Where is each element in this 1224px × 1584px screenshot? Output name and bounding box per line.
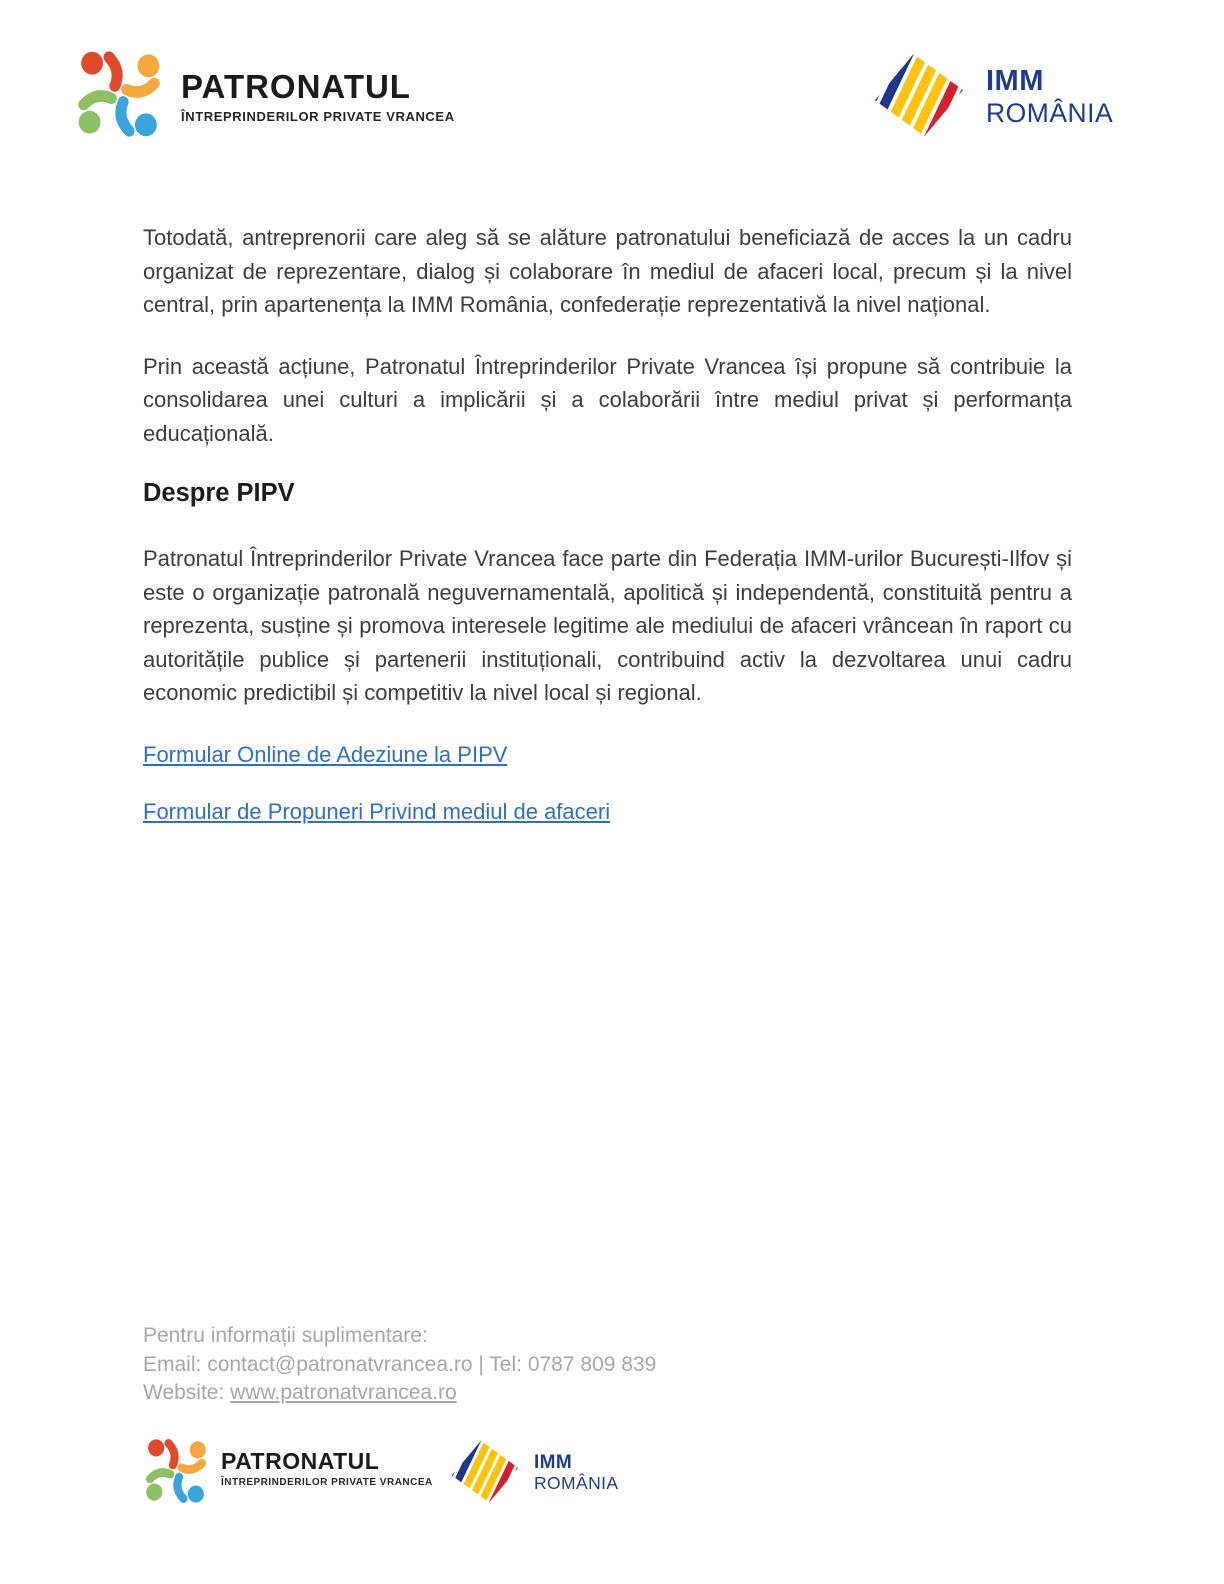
imm-romania-logo-icon [870, 53, 968, 141]
footer-contact-block [143, 1322, 656, 1408]
link-adeziune-form[interactable]: Formular Online de Adeziune la PIPV [143, 741, 508, 767]
paragraph-benefits: Totodată, antreprenorii care aleg să se alăture patronatului beneficiază de acces la un cadru organizat de reprezentare, dialog și colaborare în mediul de afaceri local, precum și la nivel central, prin apartenența la IMM România, confederație reprezentativă la nivel național. [143, 225, 1072, 317]
paragraph-purpose: Prin această acțiune, Patronatul Întreprinderilor Private Vrancea își propune să contribuie la consolidarea unei culturi a implicării și a colaborării între mediul privat și performanța educațională. [143, 353, 1072, 446]
footer-tel-label: Tel: [489, 1352, 522, 1376]
document-body [143, 221, 1072, 853]
paragraph-about-pipv: Patronatul Întreprinderilor Private Vrancea face parte din Federația IMM-urilor București-Ilfov și este o organizație patronală neguvernamentală, apolitică și independentă, constituită pentru a reprezenta, susține și promova interesele legitime ale mediului de afaceri vrâncean în raport cu autoritățile publice și partenerii instituționali, contribuind activ la dezvoltarea unui cadru economic predictibil și competitiv la nivel local și regional. [143, 546, 1072, 705]
footer-contact-line [143, 1351, 656, 1380]
imm-logo-title: IMM [534, 1452, 573, 1474]
imm-logo-title: IMM [986, 65, 1044, 98]
patronatul-logo-subtitle: ÎNTREPRINDERILOR PRIVATE VRANCEA [181, 109, 455, 124]
patronatul-logo-footer [145, 1438, 433, 1504]
person-figure-orange [182, 1441, 206, 1469]
imm-romania-logo [870, 53, 1113, 141]
patronatul-logo-icon [77, 50, 161, 138]
patronatul-logo-icon [145, 1438, 207, 1504]
imm-logo-subtitle: ROMÂNIA [534, 1473, 619, 1494]
person-figure-blue [121, 102, 157, 136]
patronatul-logo-title: PATRONATUL [181, 68, 411, 105]
footer-info-heading: Pentru informații suplimentare: [143, 1324, 428, 1347]
footer-tel-value: 0787 809 839 [527, 1352, 657, 1376]
person-figure-blue [177, 1477, 204, 1503]
person-figure-orange [127, 54, 160, 92]
patronatul-logo-subtitle: ÎNTREPRINDERILOR PRIVATE VRANCEA [221, 1477, 433, 1488]
footer-website-line [143, 1379, 656, 1408]
link-propuneri-form[interactable]: Formular de Propuneri Privind mediul de afaceri [143, 799, 611, 824]
footer-email-label: Email: [143, 1352, 202, 1376]
imm-romania-logo-icon [448, 1440, 522, 1506]
person-figure-green [146, 1472, 170, 1500]
patronatul-logo [77, 50, 455, 138]
imm-romania-logo-footer [448, 1440, 618, 1506]
footer-separator: | [478, 1352, 484, 1376]
person-figure-green [79, 96, 112, 134]
section-heading-despre-pipv: Despre PIPV [143, 479, 295, 507]
footer-email-value: contact@patronatvrancea.ro [207, 1352, 473, 1376]
footer-website-link[interactable]: www.patronatvrancea.ro [230, 1381, 457, 1404]
footer-website-label: Website: [143, 1381, 225, 1404]
person-figure-red [148, 1439, 175, 1465]
patronatul-logo-title: PATRONATUL [221, 1448, 380, 1474]
imm-logo-subtitle: ROMÂNIA [986, 98, 1114, 129]
person-figure-red [81, 52, 117, 86]
